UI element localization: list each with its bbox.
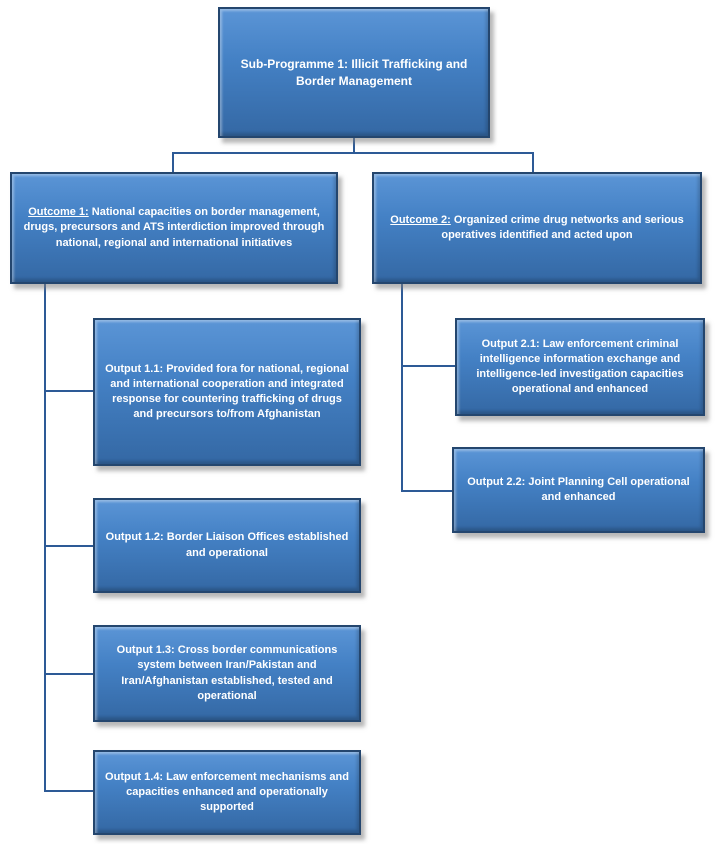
- outcome-1-label: Outcome 1:: [28, 206, 89, 219]
- output-1-4-label: Output 1.4:: [105, 770, 164, 783]
- output-1-3-description: Cross border communications system between Iran/Pakistan and Iran/Afghanistan established, tested and operational: [121, 644, 338, 702]
- output-1-1-label: Output 1.1:: [105, 362, 164, 375]
- box-output-1-3: [93, 625, 361, 722]
- box-output-2-2: [452, 447, 705, 533]
- box-output-1-2: [93, 498, 361, 593]
- output-1-1-text: [105, 362, 349, 423]
- output-1-2-description: Border Liaison Offices established and operational: [166, 531, 349, 559]
- outcome-2-label: Outcome 2:: [390, 213, 451, 226]
- outcome-2-text: [384, 213, 690, 243]
- output-2-1-label: Output 2.1:: [481, 337, 540, 350]
- outcome-2-description: Organized crime drug networks and serious operatives identified and acted upon: [441, 213, 684, 241]
- output-2-1-text: [467, 337, 693, 398]
- output-1-3-text: [105, 643, 349, 704]
- output-1-4-text: [105, 770, 349, 816]
- output-1-3-label: Output 1.3:: [116, 644, 175, 657]
- output-2-1-description: Law enforcement criminal intelligence information exchange and intelligence-led investigation capacities operational and enhanced: [476, 337, 684, 396]
- output-2-2-description: Joint Planning Cell operational and enhanced: [528, 475, 690, 503]
- box-output-1-4: [93, 750, 361, 835]
- output-1-2-text: [105, 530, 349, 560]
- box-sub-programme: [218, 7, 490, 138]
- output-1-1-description: Provided fora for national, regional and international cooperation and integrated response for countering trafficking of drugs and precursors to/from Afghanistan: [110, 362, 349, 421]
- output-1-4-description: Law enforcement mechanisms and capacities enhanced and operationally supported: [126, 770, 349, 814]
- outcome-1-text: [22, 205, 326, 251]
- output-2-2-text: [464, 475, 693, 505]
- box-outcome-2: [372, 172, 702, 284]
- sub-programme-title: Sub-Programme 1: Illicit Trafficking and Border Management: [240, 56, 468, 88]
- box-output-2-1: [455, 318, 705, 416]
- box-outcome-1: [10, 172, 338, 284]
- output-2-2-label: Output 2.2:: [467, 475, 526, 488]
- box-output-1-1: [93, 318, 361, 466]
- outcome-1-description: National capacities on border management, drugs, precursors and ATS interdiction improved through national, regional and international initiatives: [23, 206, 325, 249]
- output-1-2-label: Output 1.2:: [105, 531, 164, 544]
